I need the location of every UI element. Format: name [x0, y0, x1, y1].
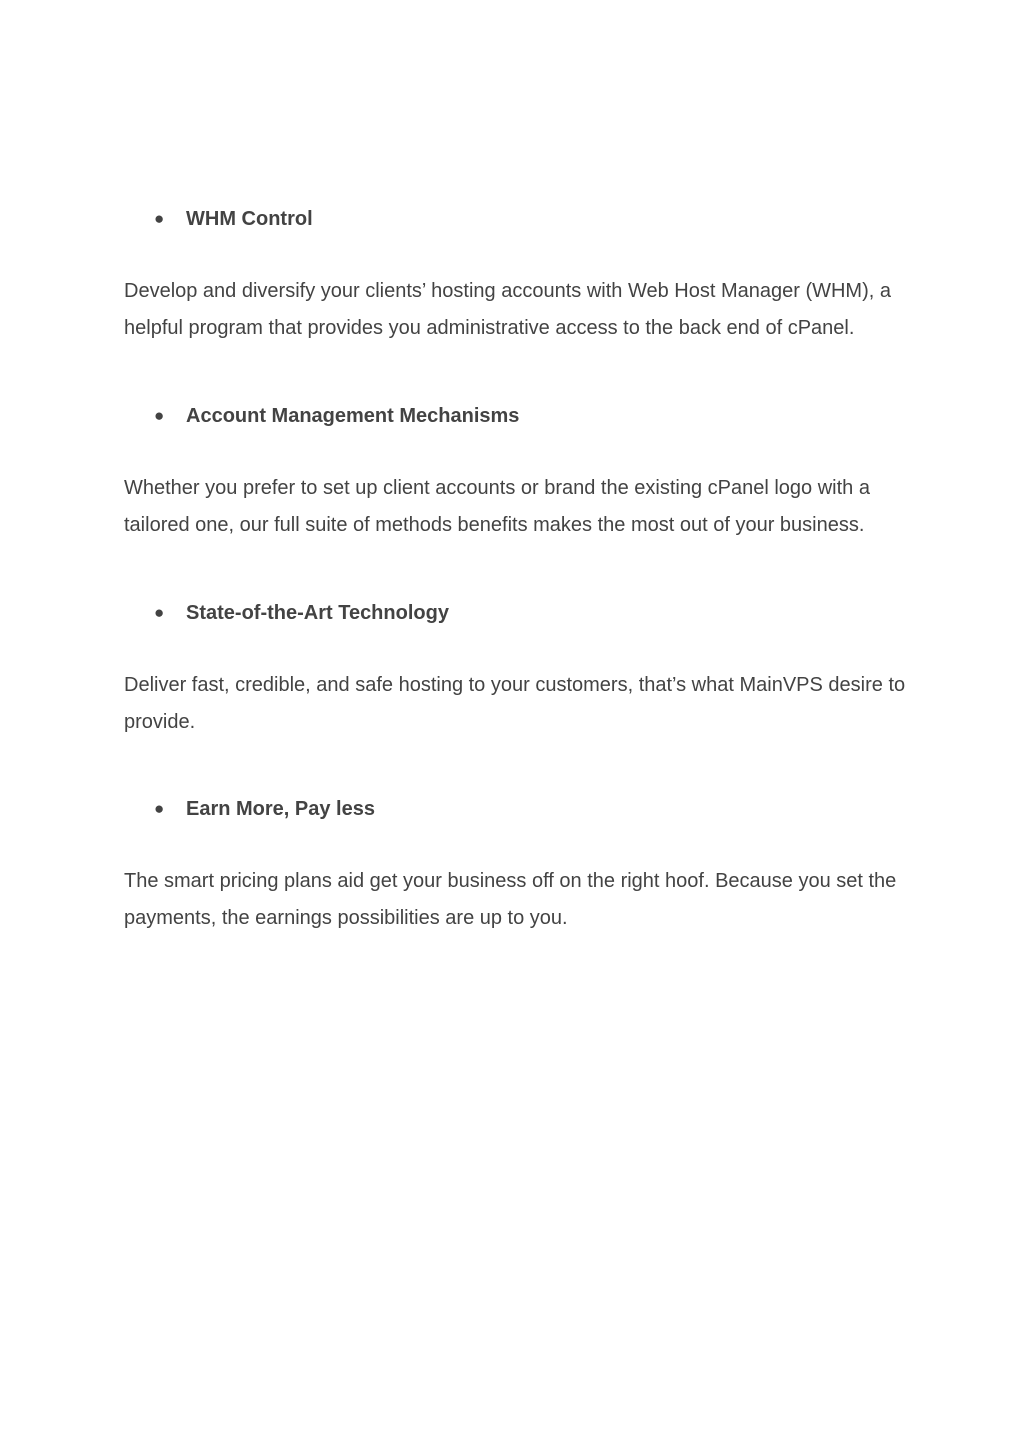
section-paragraph: The smart pricing plans aid get your business off on the right hoof. Because you set the payments, the earnings possibilities are up to you.: [124, 870, 897, 929]
bullet-icon: ●: [154, 799, 165, 818]
section-heading: Account Management Mechanisms: [186, 405, 520, 427]
section-account-management: [124, 404, 914, 543]
bullet-item: [124, 797, 914, 821]
section-paragraph: Whether you prefer to set up client accounts or brand the existing cPanel logo with a tailored one, our full suite of methods benefits makes the most out of your business.: [124, 477, 870, 536]
section-whm-control: [124, 207, 914, 346]
section-heading: State-of-the-Art Technology: [186, 602, 449, 624]
section-heading: WHM Control: [186, 208, 313, 230]
section-technology: [124, 601, 914, 740]
bullet-item: [124, 404, 914, 428]
section-paragraph: Deliver fast, credible, and safe hosting to your customers, that’s what MainVPS desire to provide.: [124, 674, 906, 733]
bullet-icon: ●: [154, 406, 165, 425]
section-paragraph: Develop and diversify your clients’ hosting accounts with Web Host Manager (WHM), a helpful program that provides you administrative access to the back end of cPanel.: [124, 280, 891, 339]
bullet-item: [124, 601, 914, 625]
bullet-item: [124, 207, 914, 231]
bullet-icon: ●: [154, 209, 165, 228]
bullet-icon: ●: [154, 603, 165, 622]
section-earn-more: [124, 797, 914, 936]
section-heading: Earn More, Pay less: [186, 798, 375, 820]
